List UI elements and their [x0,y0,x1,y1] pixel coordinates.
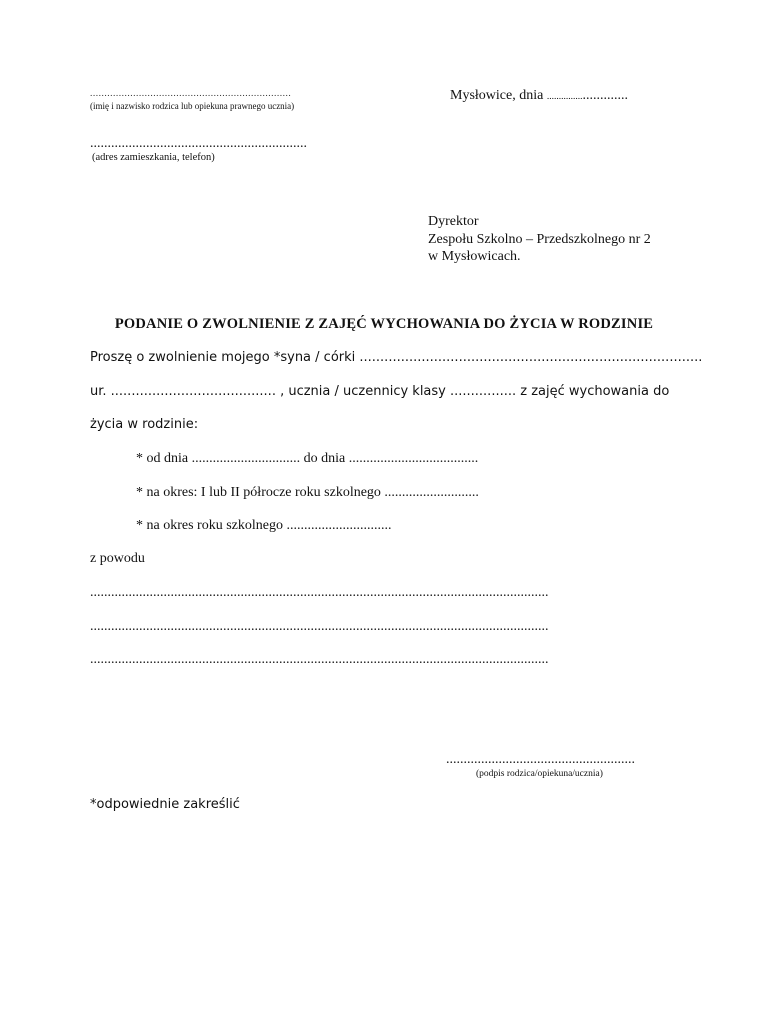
date-dots-bold: ............. [582,88,628,103]
address-caption: (adres zamieszkania, telefon) [92,152,215,163]
recipient-line2: Zespołu Szkolno – Przedszkolnego nr 2 [428,232,651,247]
name-dots: ...................................................................... [90,89,292,99]
body-line2: ur. ........................................ , ucznia / uczennicy klasy ................ z zajęć wychowania do [90,384,670,399]
recipient-line1: Dyrektor [428,214,479,229]
address-dots: .............................................................. [90,136,307,151]
signature-dots: ...................................................... [446,752,635,767]
place-date [450,86,628,104]
footnote: *odpowiednie zakreślić [90,797,240,812]
body-line3: życia w rodzinie: [90,417,199,432]
reason-line-1: ................................................................................................................................... [90,585,549,600]
recipient-line3: w Mysłowicach. [428,249,521,264]
document-title: PODANIE O ZWOLNIENIE Z ZAJĘĆ WYCHOWANIA DO ŻYCIA W RODZINIE [114,316,654,332]
date-dots: ............... [546,92,583,102]
signature-caption: (podpis rodzica/opiekuna/ucznia) [476,769,603,779]
reason-line-2: ................................................................................................................................... [90,619,549,634]
option-school-year: * na okres roku szkolnego .............................. [136,518,392,533]
option-semester: * na okres: I lub II półrocze roku szkolnego ........................... [136,485,479,500]
name-caption: (imię i nazwisko rodzica lub opiekuna prawnego ucznia) [90,101,295,111]
body-line1: Proszę o zwolnienie mojego *syna / córki ................................................................................... [90,350,703,365]
reason-label: z powodu [90,551,145,566]
place-date-label: Mysłowice, dnia [450,88,547,103]
reason-line-3: ................................................................................................................................... [90,652,549,667]
option-date-range: * od dnia ............................... do dnia ..................................... [136,451,479,466]
